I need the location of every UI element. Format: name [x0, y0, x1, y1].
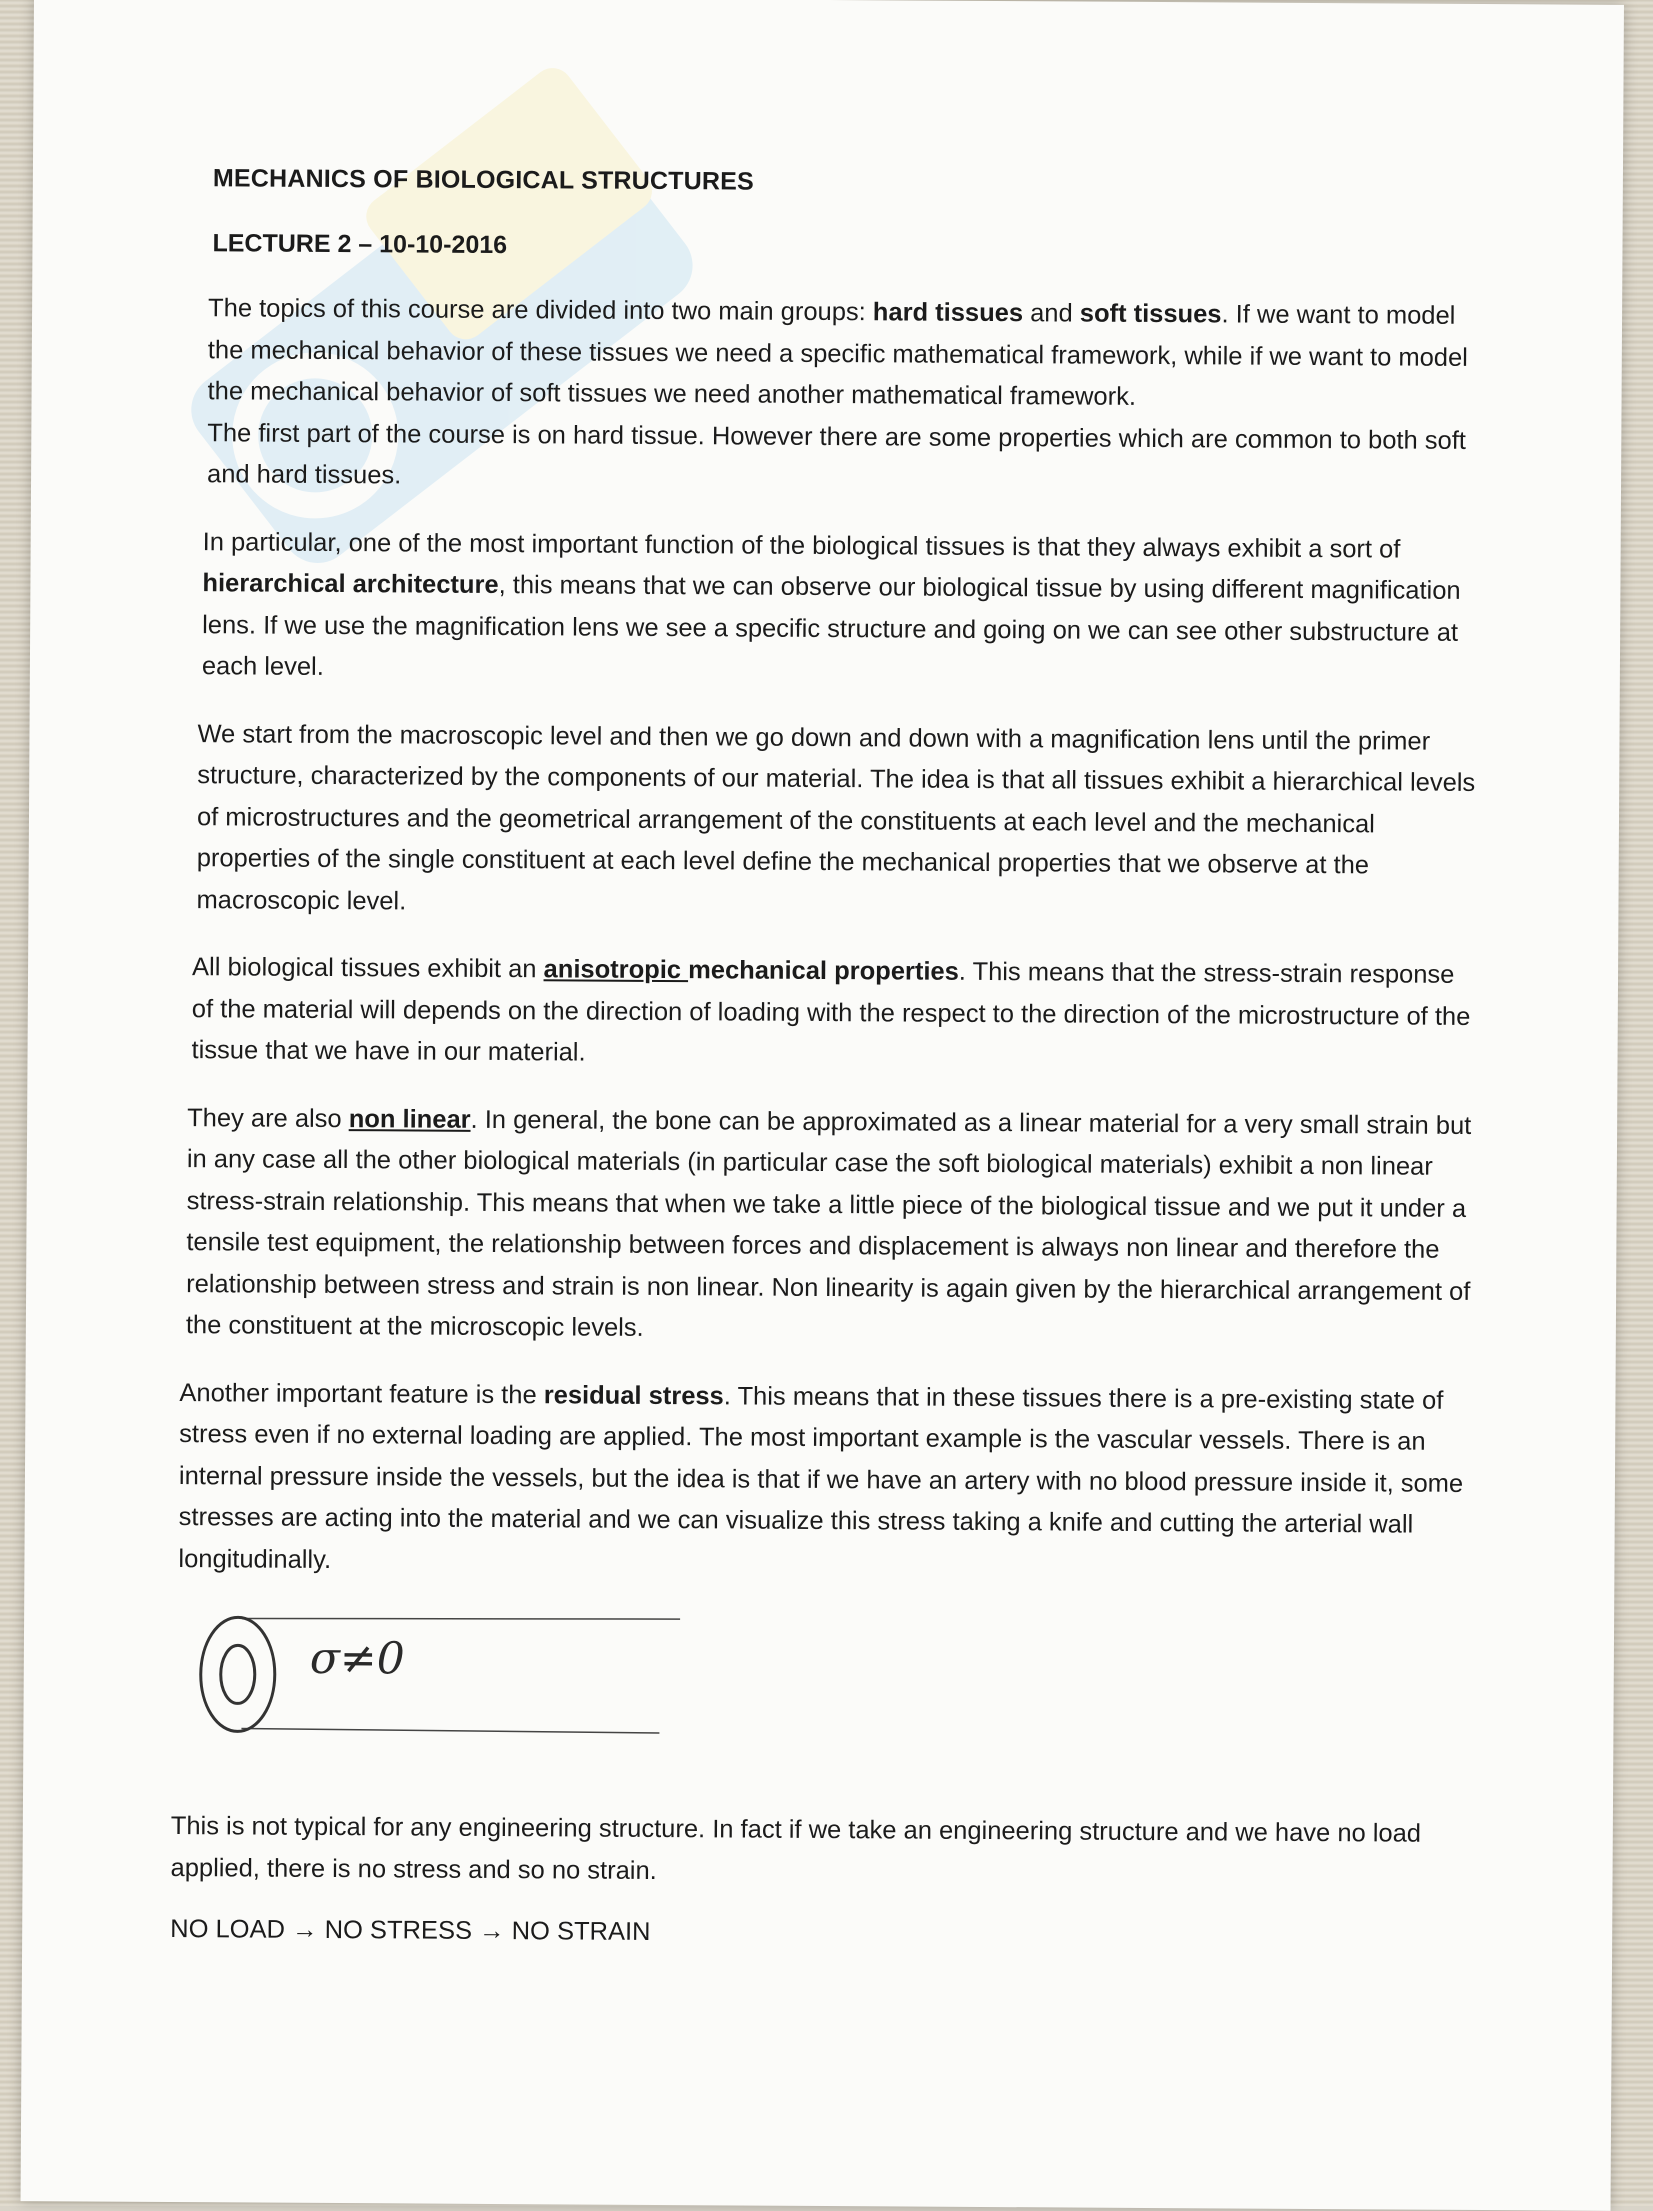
text-span: In particular, one of the most important function of the biological tissues is that they always exhibit a sort of — [202, 527, 1401, 564]
document-content — [146, 164, 1487, 1952]
paragraph-engineering: This is not typical for any engineering structure. In fact if we take an engineering structure and we have no load applied, there is no stress and so no strain. — [170, 1812, 1422, 1885]
text-span: and — [1023, 299, 1080, 328]
term-hard-tissues: hard tissues — [872, 298, 1024, 328]
text-span: They are also — [187, 1103, 349, 1133]
text-span: . In general, the bone can be approximated as a linear material for a very small strain but in any case all the other biological materials (in particular case the soft biological materials) exhibit a non linear stress-strain relationship. This means that when we take a little piece of the biological tissue and we put it under a tensile test equipment, the relationship between forces and displacement is always non linear and therefore the relationship between stress and strain is non linear. Non linearity is again given by the hierarchical arrangement of the constituent at the microscopic levels. — [185, 1105, 1472, 1342]
vessel-drawing — [179, 1610, 700, 1743]
term-soft-tissues: soft tissues — [1079, 299, 1222, 329]
lecture-heading: LECTURE 2 – 10-10-2016 — [212, 229, 508, 260]
term-mechanical-properties: mechanical properties — [688, 956, 959, 986]
text-span: The first part of the course is on hard tissue. However there are some properties which are common to both soft and hard tissues. — [207, 418, 1467, 490]
paragraph-residual-stress — [178, 1373, 1479, 1588]
term-hierarchical-architecture: hierarchical architecture — [202, 569, 499, 599]
text-span: The topics of this course are divided into two main groups: — [208, 294, 873, 327]
text-span: . This means that the stress-strain response of the material will depends on the direction of loading with the respect to the direction of the microstructure of the tissue that we have in our material. — [191, 957, 1471, 1067]
paragraph-anisotropic — [191, 947, 1482, 1079]
text-span: . If we want to model the mechanical behavior of these tissues we need a specific mathematical framework, while if we want to model the mechanical behavior of soft tissues we need another mathematical framework. — [207, 300, 1468, 411]
term-residual-stress: residual stress — [543, 1380, 724, 1410]
paragraph-tissue-groups — [207, 288, 1486, 503]
term-anisotropic: anisotropic — [543, 955, 689, 985]
term-non-linear: non linear — [348, 1104, 471, 1134]
document-title: MECHANICS OF BIOLOGICAL STRUCTURES — [212, 164, 755, 196]
paragraph-macroscopic: We start from the macroscopic level and then we go down and down with a magnification lens until the primer structure, characterized by the components of our material. The idea is that all tissues exhibit a hierarchical levels of microstructures and the geometrical arrangement of the constituents at each level and the mechanical properties of the single constituent at each level define the mechanical properties that we observe at the macroscopic level. — [196, 719, 1476, 915]
load-stress-strain-chain: NO LOAD → NO STRESS → NO STRAIN — [170, 1915, 651, 1946]
document-page — [21, 0, 1624, 2211]
paragraph-hierarchical — [202, 522, 1485, 696]
text-span: . This means that in these tissues there is a pre-existing state of stress even if no external loading are applied. The most important example is the vascular vessels. There is an internal pressure inside the vessels, but the idea is that if we have an artery with no blood pressure inside it, some stresses are acting into the material and we can visualize this stress taking a knife and cutting the arterial wall longitudinally. — [178, 1381, 1464, 1574]
vessel-sketch — [179, 1610, 700, 1743]
paragraph-non-linear — [186, 1098, 1481, 1355]
text-span: Another important feature is the — [179, 1378, 544, 1409]
text-span: , this means that we can observe our biological tissue by using different magnification lens. If we use the magnification lens we see a specific structure and going on we can see other substructure at each level. — [201, 570, 1461, 681]
text-span: All biological tissues exhibit an — [191, 953, 544, 984]
sigma-not-zero-label: σ≠0 — [309, 1632, 405, 1685]
